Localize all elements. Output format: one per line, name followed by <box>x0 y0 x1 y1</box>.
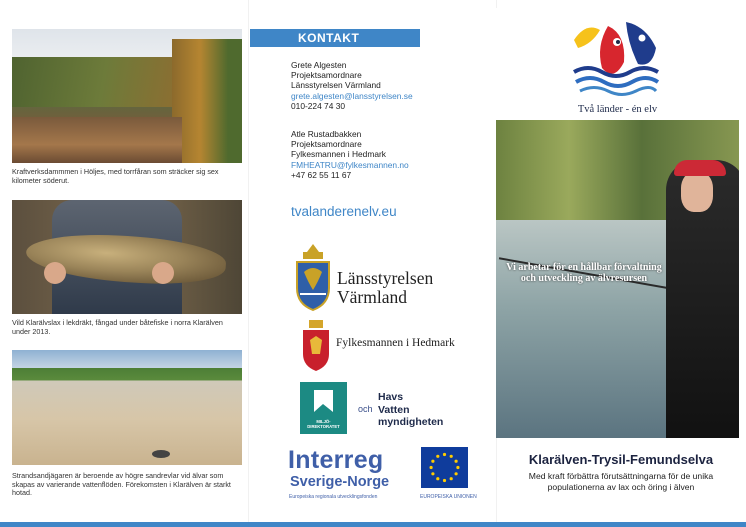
contact-role: Projektsamordnare <box>291 139 362 150</box>
dam-photo <box>12 29 242 163</box>
contact-org: Fylkesmannen i Hedmark <box>291 149 386 160</box>
right-panel <box>496 0 746 527</box>
kontakt-heading: KONTAKT <box>298 31 360 45</box>
caption-salmon: Vild Klarälvslax i lekdräkt, fångad under båtefiske i norra Klarälven under 2013. <box>12 318 223 336</box>
interreg-logo-text: Interreg <box>288 446 384 474</box>
fish-logo-icon <box>496 8 739 98</box>
eu-stars-icon <box>421 447 468 488</box>
cover-logo-area <box>496 8 739 120</box>
fylkesmannen-logo-text: Fylkesmannen i Hedmark <box>336 337 455 349</box>
salmon-photo <box>12 200 242 314</box>
eu-label: EUROPEISKA UNIONEN <box>420 494 477 500</box>
contact-org: Länsstyrelsen Värmland <box>291 80 381 91</box>
contact-card-1 <box>291 60 413 111</box>
miljodirektoratet-text: MILJÖ- DIREKTORATET <box>307 419 340 429</box>
website-link[interactable]: tvalanderenelv.eu <box>291 204 397 219</box>
lansstyrelsen-logo-text: Länsstyrelsen Värmland <box>337 268 434 307</box>
middle-panel <box>248 0 496 527</box>
havs-och-text: och <box>358 404 373 414</box>
contact-role: Projektsamordnare <box>291 70 362 81</box>
project-subtitle: Med kraft förbättra förutsättningarna för de unika populationerna av lax och öring i älven <box>528 471 714 492</box>
lansstyrelsen-crest-icon <box>292 242 334 312</box>
havs-vatten-logo-text: Havs Vatten myndigheten <box>378 391 444 428</box>
contact-email-link[interactable]: FMHEATRU@fylkesmannen.no <box>291 159 409 170</box>
contact-phone: +47 62 55 11 67 <box>291 169 352 180</box>
contact-name: Grete Algesten <box>291 60 347 70</box>
miljodirektoratet-icon <box>300 382 347 416</box>
contact-phone: 010-224 74 30 <box>291 100 346 111</box>
left-panel <box>0 0 248 527</box>
motto-text: Två länder - én elv <box>577 104 658 115</box>
caption-dam: Kraftverksdammmen i Höljes, med torrfåran som sträcker sig sex kilometer söderut. <box>12 167 219 185</box>
contact-name: Atle Rustadbakken <box>291 129 362 139</box>
caption-sandbank: Strandsandjägaren är beroende av högre sandrevlar vid älvar som skapas av varierande vattenflöden. Förekomsten i Klarälven är starkt hotad. <box>12 471 231 498</box>
contact-card-2 <box>291 129 409 180</box>
eu-flag <box>421 447 468 488</box>
cover-slogan: Vi arbetar för en hållbar förvaltning och utveckling av älvresursen <box>506 262 662 284</box>
interreg-fund-text: Europeiska regionala utvecklingsfonden <box>289 494 378 500</box>
fylkesmannen-crest-icon <box>301 320 331 372</box>
interreg-program-text: Sverige-Norge <box>290 474 390 490</box>
contact-email-link[interactable]: grete.algesten@lansstyrelsen.se <box>291 90 413 101</box>
sandbank-photo <box>12 350 242 465</box>
project-title: Klarälven-Trysil-Femundselva <box>528 452 714 467</box>
footer-bar <box>0 522 746 527</box>
